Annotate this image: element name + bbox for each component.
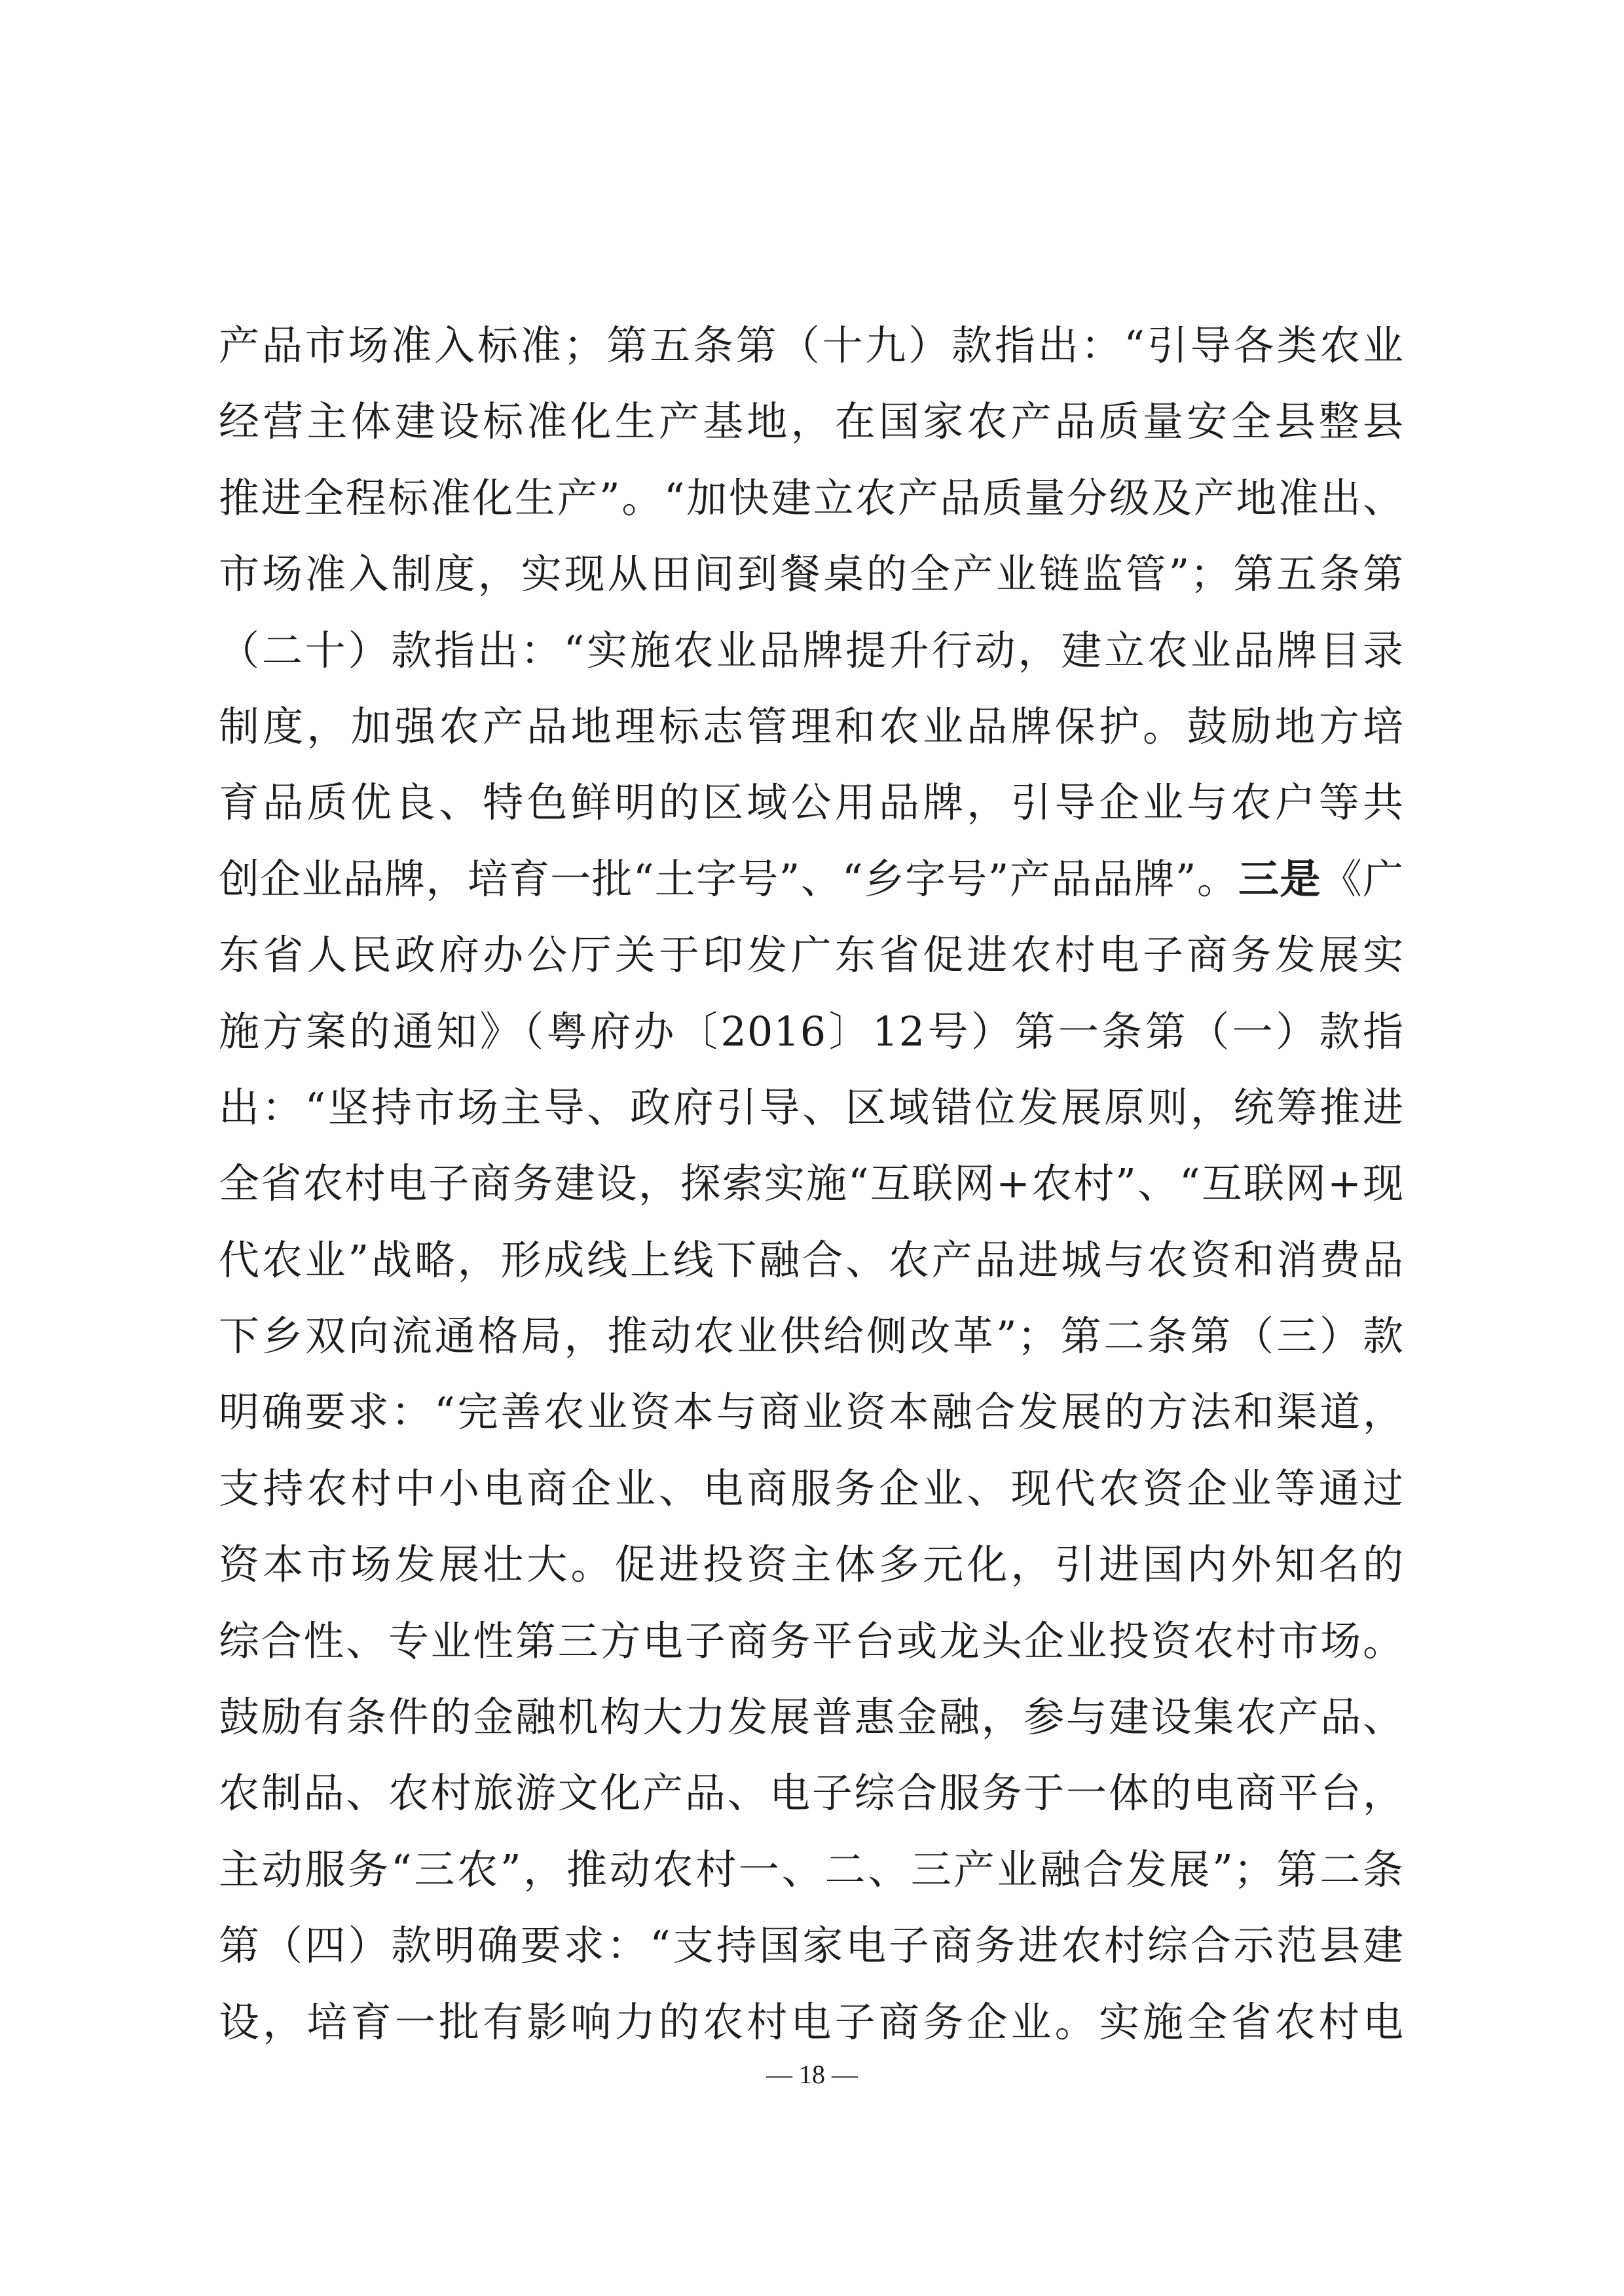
text-line: 产品市场准入标准；第五条第（十九）款指出：“引导各类农业 xyxy=(219,321,1404,369)
page-number: — 18 — xyxy=(766,2060,858,2089)
text-line: 资本市场发展壮大。促进投资主体多元化，引进国内外知名的 xyxy=(219,1540,1404,1589)
text-line: 代农业”战略，形成线上线下融合、农产品进城与农资和消费品 xyxy=(219,1235,1404,1284)
text-line: 设，培育一批有影响力的农村电子商务企业。实施全省农村电 xyxy=(219,1997,1404,2046)
text-line: 鼓励有条件的金融机构大力发展普惠金融，参与建设集农产品、 xyxy=(219,1693,1404,1741)
text-line: 支持农村中小电商企业、电商服务企业、现代农资企业等通过 xyxy=(219,1464,1404,1512)
text-line: 东省人民政府办公厅关于印发广东省促进农村电子商务发展实 xyxy=(219,931,1404,979)
text-line: 明确要求：“完善农业资本与商业资本融合发展的方法和渠道， xyxy=(219,1388,1404,1436)
text-line: 农制品、农村旅游文化产品、电子综合服务于一体的电商平台， xyxy=(219,1769,1404,1817)
text-line: 市场准入制度，实现从田间到餐桌的全产业链监管”；第五条第 xyxy=(219,550,1404,598)
text-line: 第（四）款明确要求：“支持国家电子商务进农村综合示范县建 xyxy=(219,1922,1404,1970)
text-line: 推进全程标准化生产”。“加快建立农产品质量分级及产地准出、 xyxy=(219,473,1404,522)
bold-marker: 三是 xyxy=(1238,854,1321,903)
text-line: 下乡双向流通格局，推动农业供给侧改革”；第二条第（三）款 xyxy=(219,1312,1404,1360)
text-line-with-bold xyxy=(219,841,1404,917)
body-text xyxy=(219,308,1404,2060)
text-line: （二十）款指出：“实施农业品牌提升行动，建立农业品牌目录 xyxy=(219,626,1404,674)
text-line: 综合性、专业性第三方电子商务平台或龙头企业投资农村市场。 xyxy=(219,1616,1404,1665)
text-segment: 《广 xyxy=(1321,854,1404,903)
text-line: 经营主体建设标准化生产基地，在国家农产品质量安全县整县 xyxy=(219,397,1404,446)
text-line: 出：“坚持市场主导、政府引导、区域错位发展原则，统筹推进 xyxy=(219,1083,1404,1131)
text-line: 制度，加强农产品地理标志管理和农业品牌保护。鼓励地方培 xyxy=(219,702,1404,750)
text-line: 施方案的通知》（粤府办〔2016〕12号）第一条第（一）款指 xyxy=(219,1007,1404,1055)
text-line: 主动服务“三农”，推动农村一、二、三产业融合发展”；第二条 xyxy=(219,1845,1404,1893)
text-line: 育品质优良、特色鲜明的区域公用品牌，引导企业与农户等共 xyxy=(219,778,1404,827)
text-line: 全省农村电子商务建设，探索实施“互联网+农村”、“互联网+现 xyxy=(219,1159,1404,1208)
text-segment: 创企业品牌，培育一批“土字号”、“乡字号”产品品牌”。 xyxy=(219,854,1239,903)
